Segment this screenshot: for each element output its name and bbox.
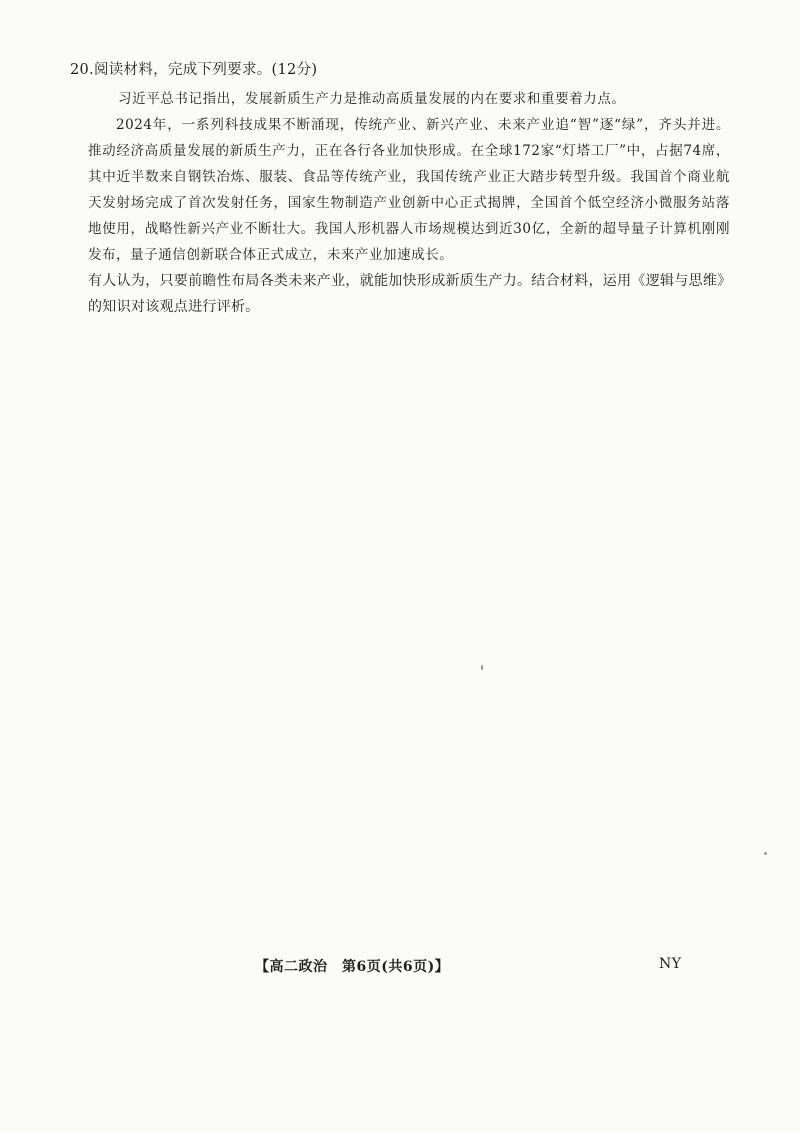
question-requirement: 有人认为，只要前瞻性布局各类未来产业，就能加快形成新质生产力。结合材料，运用《逻辑与思维》的知识对该观点进行评析。 — [88, 273, 725, 315]
footer-code: NY — [659, 956, 682, 972]
question-quote: 习近平总书记指出，发展新质生产力是推动高质量发展的内在要求和重要着力点。 — [118, 91, 626, 107]
scan-speck — [764, 852, 767, 855]
scan-speck — [481, 665, 483, 670]
question-20 — [70, 58, 730, 320]
question-title: 20.阅读材料，完成下列要求。(12分) — [70, 62, 318, 78]
page-footer — [0, 956, 800, 978]
question-material: 2024年，一系列科技成果不断涌现，传统产业、新兴产业、未来产业追“智”逐“绿”，齐头并进。推动经济高质量发展的新质生产力，正在各行各业加快形成。在全球172家“灯塔工厂”中，占据74席，其中近半数来自钢铁冶炼、服装、食品等传统产业，我国传统产业正大踏步转型升级。我国首个商业航天发射场完成了首次发射任务，国家生物制造产业创新中心正式揭牌，全国首个低空经济小微服务站落地使用，战略性新兴产业不断壮大。我国人形机器人市场规模达到近30亿，全新的超导量子计算机刚刚发布，量子通信创新联合体正式成立，未来产业加速成长。 — [88, 117, 730, 263]
footer-page-info: 【高二政治 第6页(共6页)】 — [255, 959, 450, 975]
